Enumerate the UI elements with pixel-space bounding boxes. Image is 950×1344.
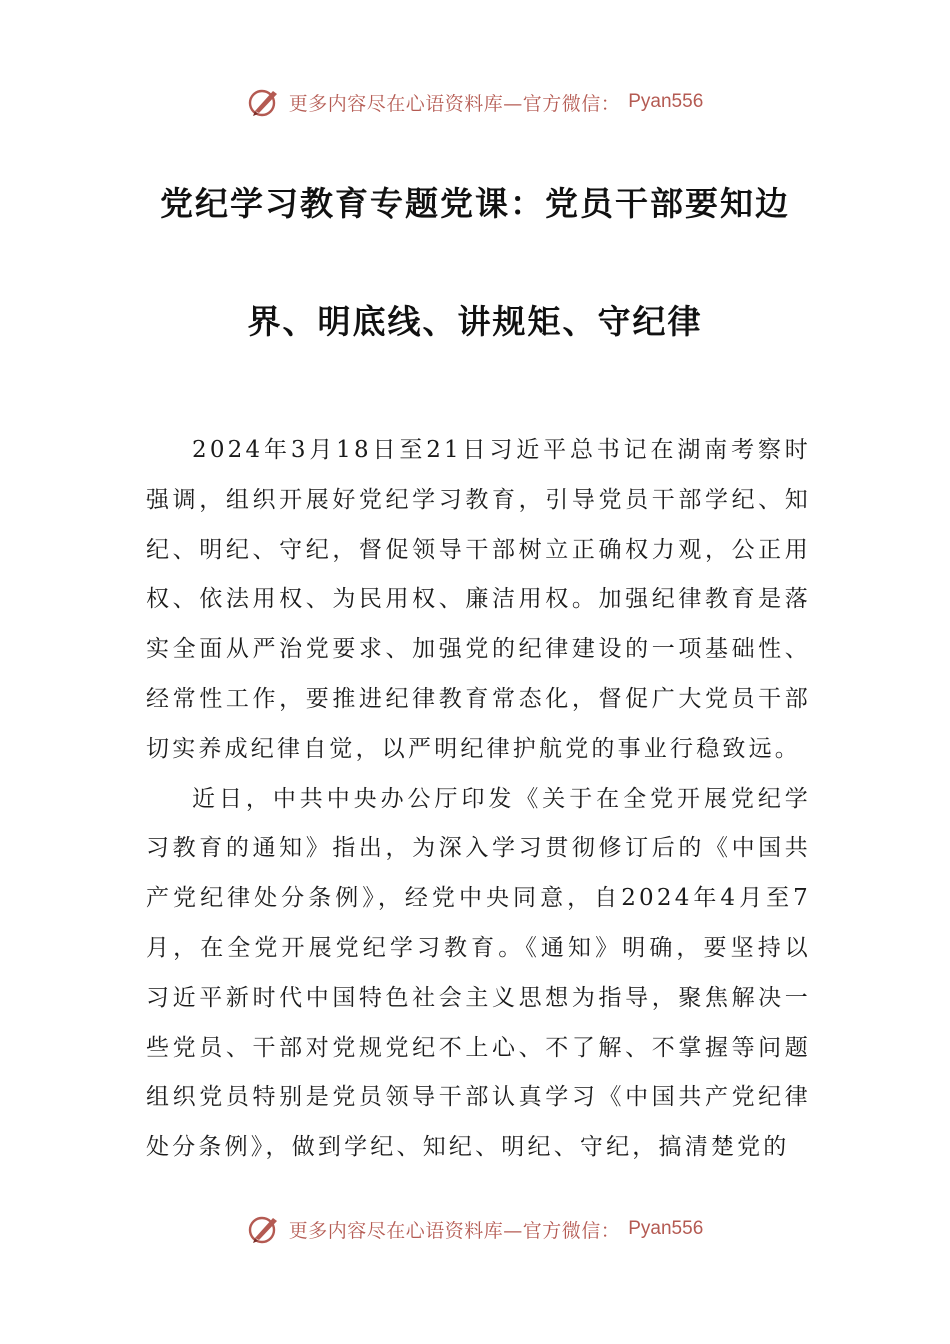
watermark-wechat-id: Pyan556 [628,91,704,112]
footer-watermark [0,1209,950,1249]
pen-circle-icon [247,1212,281,1246]
document-title-line-1: 党纪学习教育专题党课：党员干部要知边 [160,184,790,223]
watermark-text: 更多内容尽在心语资料库—官方微信： [288,92,621,115]
header-watermark [0,82,950,122]
document-body [146,426,811,1173]
paragraph: 近日，中共中央办公厅印发《关于在全党开展党纪学习教育的通知》指出，为深入学习贯彻修订后的《中国共产党纪律处分条例》，经党中央同意，自2024年4月至7月，在全党开展党纪学习教育。《通知》明确，要坚持以习近平新时代中国特色社会主义思想为指导，聚焦解决一些党员、干部对党规党纪不上心、不了解、不掌握等问题组织党员特别是党员领导干部认真学习《中国共产党纪律处分条例》，做到学纪、知纪、明纪、守纪，搞清楚党的 [146,785,811,1161]
paragraph: 2024年3月18日至21日习近平总书记在湖南考察时强调，组织开展好党纪学习教育，引导党员干部学纪、知纪、明纪、守纪，督促领导干部树立正确权力观，公正用权、依法用权、为民用权、廉洁用权。加强纪律教育是落实全面从严治党要求、加强党的纪律建设的一项基础性、经常性工作，要推进纪律教育常态化，督促广大党员干部切实养成纪律自觉，以严明纪律护航党的事业行稳致远。 [146,437,811,762]
document-title-line-2: 界、明底线、讲规矩、守纪律 [247,302,703,341]
watermark-text: 更多内容尽在心语资料库—官方微信： [288,1219,621,1242]
pen-circle-icon [247,85,281,119]
watermark-wechat-id: Pyan556 [628,1218,704,1239]
